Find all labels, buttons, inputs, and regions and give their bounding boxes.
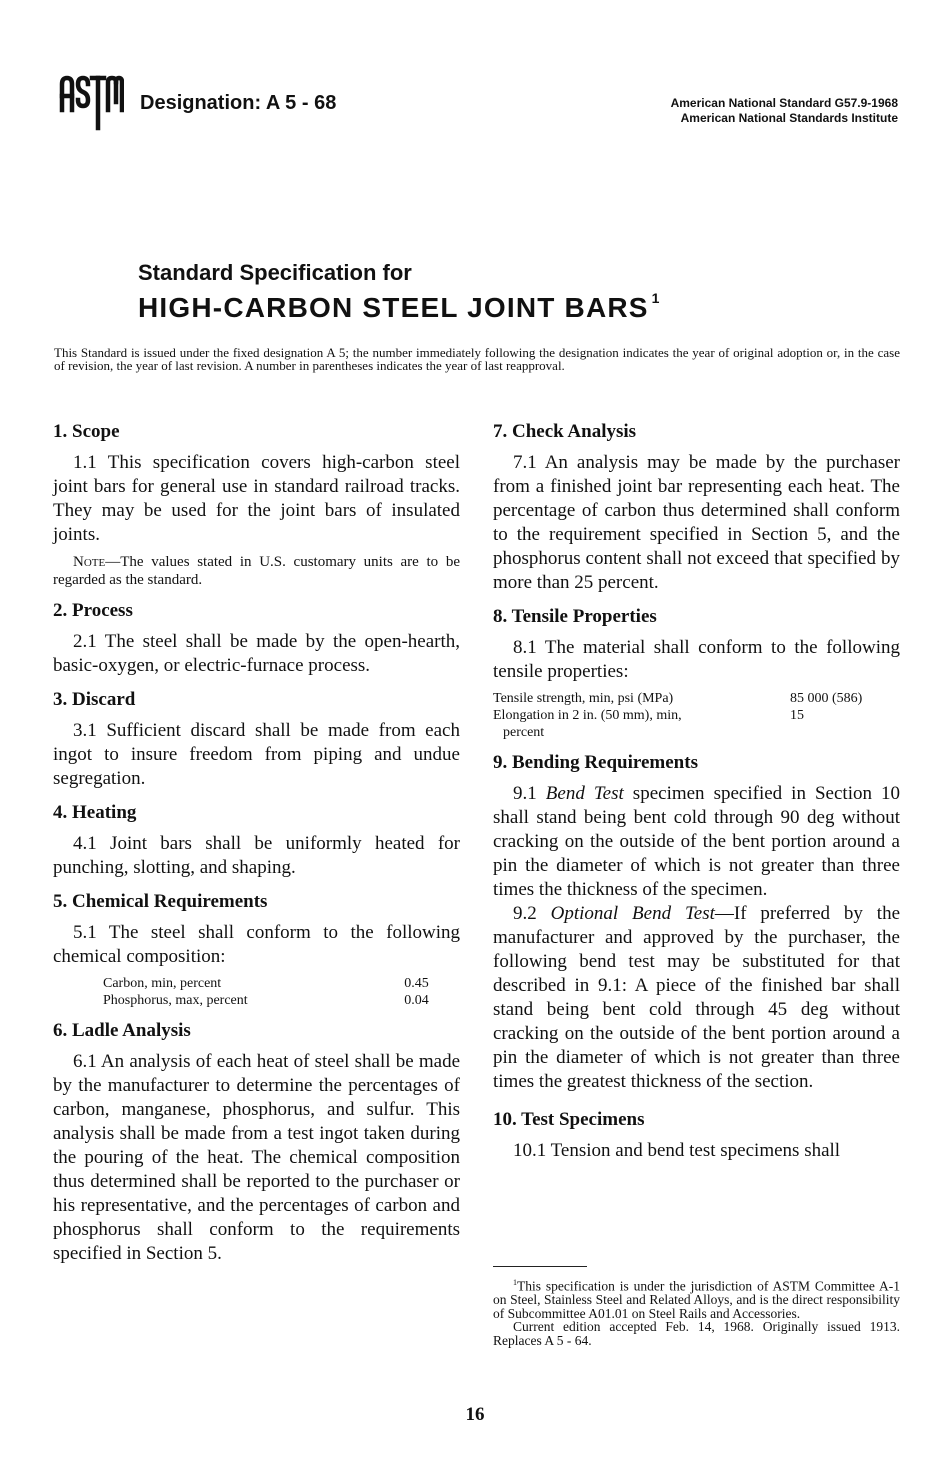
chemical-table <box>53 975 460 1009</box>
s9-2-text: —If preferred by the manufacturer and approved by the purchaser, the following bend test may be substituted for that described in 9.1: A piece of the finished bar shall stand being bent cold through 45 deg without cracking on the outside of the bent portion around a pin the diameter of which is not greater than three times the greatest thickness of the section. <box>493 903 900 1092</box>
tensile-table <box>493 690 900 741</box>
table-row <box>53 975 460 992</box>
section-9-2 <box>493 902 900 1094</box>
s9-1-text: specimen specified in Section 10 shall stand being bent cold through 90 deg without cracking on the outside of the bent portion around a pin the diameter of which is not greater than three times the thickness of the specimen. <box>493 783 901 900</box>
section-3-heading: 3. Discard <box>53 689 136 710</box>
tensile-label-line1: Elongation in 2 in. (50 mm), min, <box>493 708 682 723</box>
chem-label: Phosphorus, max, percent <box>103 993 248 1008</box>
section-1-1: 1.1 This specification covers high-carbon steel joint bars for general use in standard railroad tracks. They may be used for the joint bars of insulated joints. <box>53 452 460 545</box>
footnotes <box>493 1276 900 1347</box>
section-1-heading: 1. Scope <box>53 421 120 442</box>
section-8-heading: 8. Tensile Properties <box>493 606 657 627</box>
section-2-1: 2.1 The steel shall be made by the open-hearth, basic-oxygen, or electric-furnace process. <box>53 631 460 676</box>
section-5-heading: 5. Chemical Requirements <box>53 891 268 912</box>
ans-institute: American National Standards Institute <box>680 111 898 125</box>
s9-1-num: 9.1 <box>513 783 546 804</box>
section-7-1: 7.1 An analysis may be made by the purchaser from a finished joint bar representing each heat. The percentage of carbon thus determined shall conform to the requirement specified in Section 5, and the phosphorus content shall not exceed that specified by more than 25 percent. <box>493 452 900 593</box>
chem-label: Carbon, min, percent <box>103 976 222 991</box>
section-10-1: 10.1 Tension and bend test specimens shall <box>513 1140 841 1161</box>
table-row <box>53 992 460 1009</box>
section-9-1 <box>493 782 900 902</box>
ans-block <box>671 96 898 126</box>
astm-logo <box>58 72 124 132</box>
title-footnote-ref: 1 <box>651 290 660 306</box>
section-4-1: 4.1 Joint bars shall be uniformly heated for punching, slotting, and shaping. <box>53 833 460 878</box>
doc-title <box>138 292 659 324</box>
section-6-heading: 6. Ladle Analysis <box>53 1020 191 1041</box>
footnote-rule <box>493 1266 587 1267</box>
tensile-label: Tensile strength, min, psi (MPa) <box>493 691 674 706</box>
section-4-heading: 4. Heating <box>53 802 137 823</box>
note-text: —The values stated in U.S. customary units are to be regarded as the standard. <box>53 554 460 588</box>
doc-title-text: HIGH-CARBON STEEL JOINT BARS <box>138 292 649 323</box>
left-column <box>53 420 460 1276</box>
section-7-heading: 7. Check Analysis <box>493 421 637 442</box>
footnote-marker: 1 <box>513 1278 517 1287</box>
section-3-1: 3.1 Sufficient discard shall be made from each ingot to insure freedom from piping and undue segregation. <box>53 720 460 789</box>
note-label: Note <box>73 554 106 570</box>
section-8-1: 8.1 The material shall conform to the following tensile properties: <box>493 637 900 682</box>
section-2-heading: 2. Process <box>53 600 133 621</box>
right-column <box>493 420 900 1173</box>
footnote-2: Current edition accepted Feb. 14, 1968. Originally issued 1913. Replaces A 5 - 64. <box>493 1319 900 1348</box>
intro-paragraph: This Standard is issued under the fixed designation A 5; the number immediately following the designation indicates the year of original adoption or, in the case of revision, the year of last revision. A number in parentheses indicates the year of last reapproval. <box>54 345 900 373</box>
section-1-note <box>53 553 460 589</box>
table-row <box>493 690 900 707</box>
s9-2-term: Optional Bend Test <box>550 903 715 924</box>
tensile-value: 15 <box>790 708 804 723</box>
chem-value: 0.04 <box>404 993 429 1008</box>
section-5-1: 5.1 The steel shall conform to the following chemical composition: <box>53 922 460 967</box>
chem-value: 0.45 <box>404 976 429 991</box>
page-number: 16 <box>465 1404 485 1425</box>
tensile-label-line2: percent <box>503 725 545 740</box>
tensile-value: 85 000 (586) <box>790 691 863 706</box>
s9-1-term: Bend Test <box>545 783 624 804</box>
ans-standard: American National Standard G57.9-1968 <box>670 96 898 110</box>
doc-subtitle: Standard Specification for <box>138 260 412 285</box>
table-row <box>493 707 900 741</box>
footnote-1 <box>493 1276 900 1320</box>
s9-2-num: 9.2 <box>513 903 551 924</box>
footnote-1-text: This specification is under the jurisdiction of ASTM Committee A-1 on Steel, Stainless Steel and Related Alloys, and is the direct responsibility of Subcommittee A01.01 on Steel Rails and Accessories. <box>493 1278 900 1321</box>
section-9-heading: 9. Bending Requirements <box>493 752 698 773</box>
section-10-heading: 10. Test Specimens <box>493 1109 645 1130</box>
designation: Designation: A 5 - 68 <box>140 92 337 114</box>
section-6-1: 6.1 An analysis of each heat of steel shall be made by the manufacturer to determine the percentages of carbon, manganese, phosphorus, and sulfur. This analysis shall be made from a test ingot taken during the pouring of the heat. The chemical composition thus determined shall be reported to the purchaser or his representative, and the percentages of carbon and phosphorus shall conform to the requirements specified in Section 5. <box>53 1051 460 1264</box>
tensile-label <box>493 707 780 741</box>
